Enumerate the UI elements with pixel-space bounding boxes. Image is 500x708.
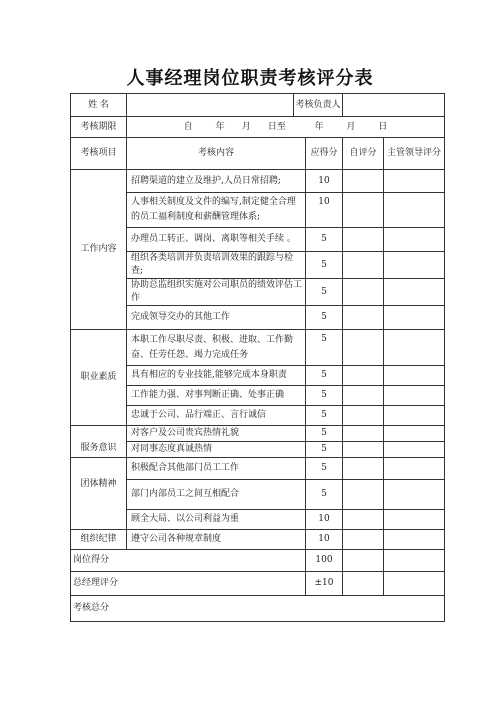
supervisor-score-cell[interactable] [384, 572, 445, 596]
name-label: 姓 名 [71, 94, 127, 117]
supervisor-score-cell[interactable] [384, 458, 445, 480]
table-row [71, 170, 445, 193]
period-label: 考核期限 [71, 117, 127, 138]
row-content: 本职工作尽职尽责、积极、进取、工作勤奋、任劳任怨、竭力完成任务 [127, 330, 306, 366]
supervisor-score-cell[interactable] [384, 406, 445, 426]
section-team-spirit: 团体精神 [71, 458, 127, 530]
supervisor-score-cell[interactable] [384, 252, 445, 279]
row-content: 人事相关制度及文件的编写,制定健全合理的员工福利制度和薪酬管理体系; [127, 193, 306, 228]
row-content: 具有相应的专业技能,能够完成本身职责 [127, 366, 306, 386]
self-score-cell[interactable] [343, 458, 384, 480]
self-score-cell[interactable] [343, 550, 384, 572]
supervisor-score-cell[interactable] [384, 480, 445, 510]
period-row [71, 117, 445, 138]
table-row [71, 386, 445, 406]
self-score-cell[interactable] [343, 386, 384, 406]
self-score-cell[interactable] [343, 426, 384, 442]
self-score-cell[interactable] [343, 306, 384, 330]
row-points: 5 [306, 252, 343, 279]
table-row [71, 330, 445, 366]
total-score-label[interactable]: 考核总分 [71, 596, 445, 622]
supervisor-score-cell[interactable] [384, 193, 445, 228]
table-row [71, 530, 445, 550]
gm-score-value: ±10 [306, 572, 343, 596]
row-content: 办理员工转正、调岗、离职等相关手续 。 [127, 228, 306, 252]
row-content: 招聘渠道的建立及维护,人员日常招聘; [127, 170, 306, 193]
assessor-label: 考核负责人 [294, 94, 343, 117]
row-content: 积极配合其他部门员工工作 [127, 458, 306, 480]
self-score-cell[interactable] [343, 530, 384, 550]
row-points: 5 [306, 458, 343, 480]
row-points: 5 [306, 426, 343, 442]
self-score-cell[interactable] [343, 279, 384, 306]
column-header-row [71, 138, 445, 170]
table-row [71, 279, 445, 306]
table-row [71, 426, 445, 442]
col-header-content: 考核内容 [127, 138, 306, 170]
supervisor-score-cell[interactable] [384, 442, 445, 458]
name-field[interactable] [127, 94, 294, 117]
table-row [71, 510, 445, 530]
row-points: 5 [306, 442, 343, 458]
supervisor-score-cell[interactable] [384, 228, 445, 252]
row-points: 5 [306, 406, 343, 426]
post-score-row [71, 550, 445, 572]
self-score-cell[interactable] [343, 330, 384, 366]
supervisor-score-cell[interactable] [384, 510, 445, 530]
section-service-awareness: 服务意识 [71, 426, 127, 458]
table-row [71, 228, 445, 252]
assessor-field[interactable] [343, 94, 445, 117]
self-score-cell[interactable] [343, 252, 384, 279]
self-score-cell[interactable] [343, 228, 384, 252]
name-row [71, 94, 445, 117]
table-row [71, 306, 445, 330]
total-score-row [71, 596, 445, 622]
supervisor-score-cell[interactable] [384, 279, 445, 306]
supervisor-score-cell[interactable] [384, 386, 445, 406]
row-content: 忠诚于公司、品行端正、言行诚信 [127, 406, 306, 426]
row-points: 5 [306, 306, 343, 330]
self-score-cell[interactable] [343, 510, 384, 530]
row-points: 5 [306, 366, 343, 386]
self-score-cell[interactable] [343, 572, 384, 596]
row-points: 10 [306, 193, 343, 228]
self-score-cell[interactable] [343, 193, 384, 228]
self-score-cell[interactable] [343, 442, 384, 458]
table-row [71, 406, 445, 426]
post-score-value: 100 [306, 550, 343, 572]
col-header-supervisor: 主管领导评分 [384, 138, 445, 170]
row-content: 遵守公司各种规章制度 [127, 530, 306, 550]
row-points: 5 [306, 386, 343, 406]
supervisor-score-cell[interactable] [384, 366, 445, 386]
row-content: 对同事态度真诚热情 [127, 442, 306, 458]
row-points: 10 [306, 170, 343, 193]
row-content: 对客户及公司贵宾热情礼貌 [127, 426, 306, 442]
period-field[interactable]: 自 年 月 日至 年 月 日 [127, 117, 445, 138]
supervisor-score-cell[interactable] [384, 170, 445, 193]
table-row [71, 366, 445, 386]
section-professional-quality: 职业素质 [71, 330, 127, 426]
row-points: 5 [306, 480, 343, 510]
col-header-item: 考核项目 [71, 138, 127, 170]
row-content: 工作能力强、对事判断正确、处事正确 [127, 386, 306, 406]
self-score-cell[interactable] [343, 366, 384, 386]
col-header-self: 自评分 [343, 138, 384, 170]
row-content: 顾全大局、以公司利益为重 [127, 510, 306, 530]
supervisor-score-cell[interactable] [384, 330, 445, 366]
gm-score-row [71, 572, 445, 596]
gm-score-label: 总经理评分 [71, 572, 306, 596]
table-row [71, 252, 445, 279]
self-score-cell[interactable] [343, 170, 384, 193]
supervisor-score-cell[interactable] [384, 530, 445, 550]
supervisor-score-cell[interactable] [384, 550, 445, 572]
form-title: 人事经理岗位职责考核评分表 [126, 68, 374, 89]
self-score-cell[interactable] [343, 406, 384, 426]
post-score-label: 岗位得分 [71, 550, 306, 572]
row-points: 10 [306, 530, 343, 550]
row-content: 组织各类培训并负责培训效果的跟踪与检查; [127, 252, 306, 279]
row-content: 部门内部员工之间互相配合 [127, 480, 306, 510]
section-work-content: 工作内容 [71, 170, 127, 330]
row-content: 协助总监组织实施对公司职员的绩效评估工作 [127, 279, 306, 306]
supervisor-score-cell[interactable] [384, 426, 445, 442]
row-content: 完成领导交办的其他工作 [127, 306, 306, 330]
section-discipline: 组织纪律 [71, 530, 127, 550]
row-points: 5 [306, 279, 343, 306]
assessment-table [70, 93, 445, 622]
row-points: 10 [306, 510, 343, 530]
row-points: 5 [306, 330, 343, 366]
col-header-points: 应得分 [306, 138, 343, 170]
self-score-cell[interactable] [343, 480, 384, 510]
table-row [71, 442, 445, 458]
table-row [71, 193, 445, 228]
supervisor-score-cell[interactable] [384, 306, 445, 330]
table-row [71, 480, 445, 510]
row-points: 5 [306, 228, 343, 252]
table-row [71, 458, 445, 480]
